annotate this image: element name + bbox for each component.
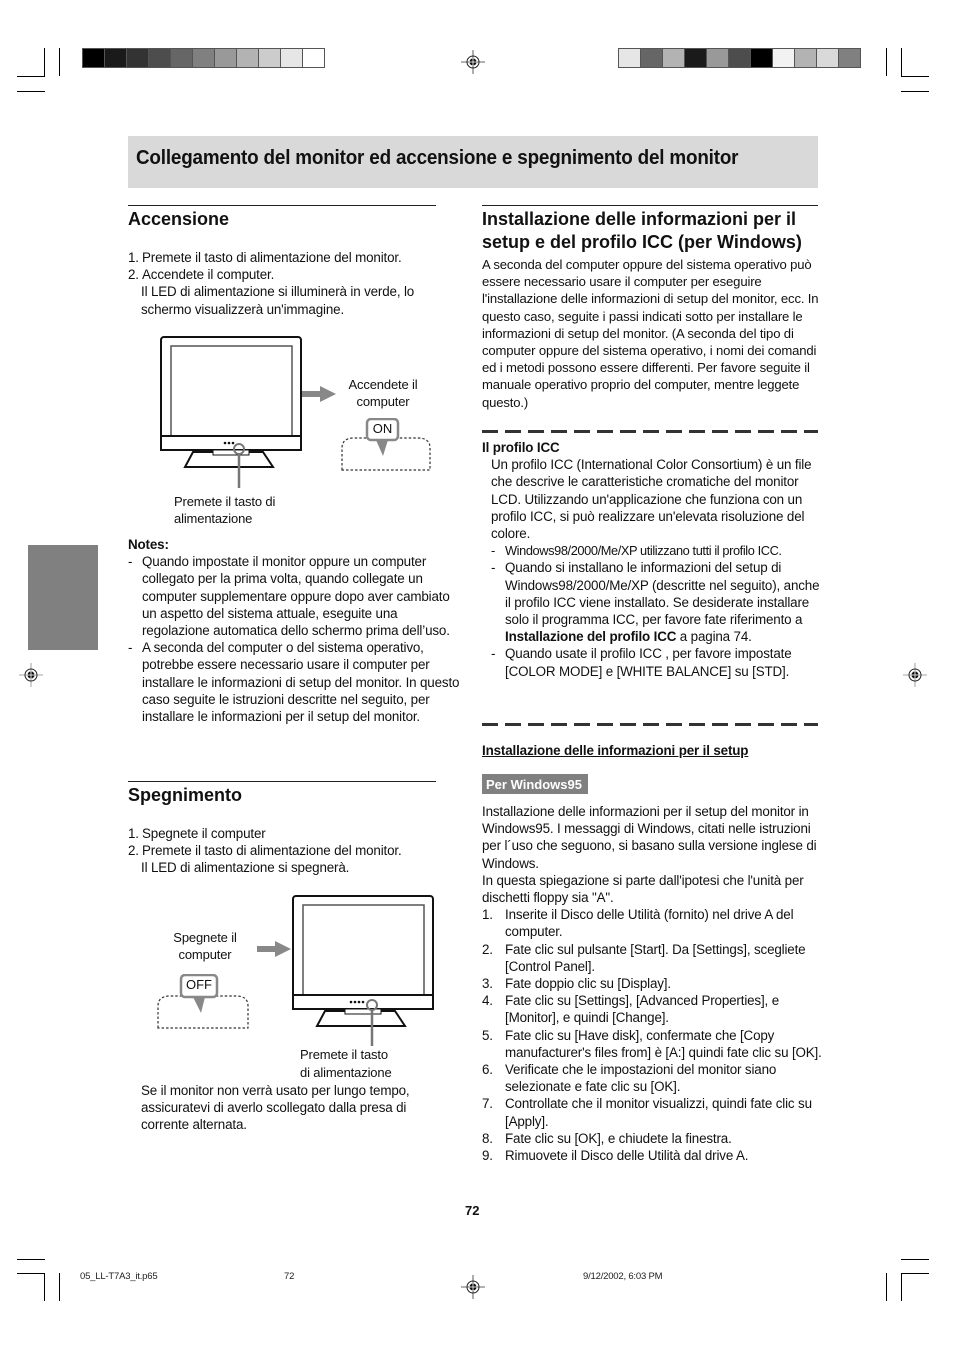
list-item: 7. Controllate che il monitor visualizzi, quindi fate clic su [Apply]. [482, 1096, 812, 1129]
setup-subheading: Installazione delle informazioni per il setup [482, 743, 749, 758]
power-button-callout-icon [230, 442, 248, 488]
list-item: - Quando si installano le informazioni del setup di Windows98/2000/Me/XP (descritte nel seguito), anche il profilo ICC viene installato. Se desiderate installare solo il programma ICC, per favore fate riferimento a Installazione del profilo ICC a pagina 74. [491, 560, 820, 645]
spegnimento-steps [128, 825, 448, 877]
list-item: 6. Verificate che le impostazioni del monitor siano selezionate e fate clic su [OK]. [482, 1062, 777, 1095]
crop-mark [17, 76, 45, 77]
gray-swatch [149, 49, 171, 67]
step-detail: Il LED di alimentazione si spegnerà. [141, 860, 350, 876]
gray-swatch [773, 49, 795, 67]
crop-mark [59, 1273, 60, 1301]
footer-filename: 05_LL-T7A3_it.p65 [80, 1271, 158, 1282]
list-item: 3. Fate doppio clic su [Display]. [482, 976, 671, 992]
figure-label-accendete: Accendete il computer [348, 377, 418, 409]
page-number: 72 [465, 1203, 480, 1218]
list-item: 4. Fate clic su [Settings], [Advanced Properties], e [Monitor], e quindi [Change]. [482, 993, 779, 1026]
title-band [128, 136, 818, 188]
icc-body: Un profilo ICC (International Color Consortium) è un file che descrive le caratteristiche cromatiche del monitor LCD. Utilizzando un'applicazione che funziona con un profilo ICC, si può realizzare un'elevata risoluzione del colore. [491, 457, 812, 542]
registration-mark-icon [903, 663, 927, 687]
section-rule [482, 205, 818, 206]
gray-swatch [259, 49, 281, 67]
list-item: - Windows98/2000/Me/XP utilizzano tutti il profilo ICC. [491, 543, 782, 559]
list-item: 1. Spegnete il computer [128, 826, 266, 841]
registration-mark-icon [461, 50, 485, 74]
chapter-side-tab [28, 545, 98, 650]
windows95-instructions: Installazione delle informazioni per il setup del monitor in Windows95. I messaggi di Windows, citati nelle istruzioni per l´uso che seguono, si basano sulla versione inglese di Windows. In questa spiegazione si parte dall'ipotesi che l'unità per dischetti floppy sia "A". 1. Inserite il Disco delle Utilità (fornito) nel drive A del computer. 2. Fate clic sul pulsante [Start]. Da [Settings], scegliete [Control Panel]. 3. Fate doppio clic su [Display]. 4. Fate clic su [Settings], [Advanced Properties], e [Monitor], e quindi [Change]. 5. Fate clic su [Have disk], confermate che [Copy manufacturer's files from] è [A:] quindi fate clic su [OK]. 6. Verificate che le impostazioni del monitor siano selezionate e fate clic su [OK]. 7. Controllate che il monitor visualizzi, quindi fate clic su [Apply]. 8. Fate clic su [OK], e chiudete la finestra. 9. Rimuovete il Disco delle Utilità dal drive A. [482, 804, 822, 1164]
step-detail: Il LED di alimentazione si illuminerà in verde, lo schermo visualizzerà un'immagine. [141, 284, 415, 317]
gray-swatch [281, 49, 303, 67]
crop-mark [901, 91, 929, 92]
crop-mark [17, 91, 45, 92]
gray-swatch [817, 49, 839, 67]
gray-swatch [105, 49, 127, 67]
registration-mark-icon [19, 663, 43, 687]
off-label: OFF [186, 977, 212, 992]
on-label: ON [372, 421, 393, 436]
crop-mark [17, 1259, 45, 1260]
gray-swatch [641, 49, 663, 67]
gray-swatch [303, 49, 324, 67]
arrow-right-icon [302, 386, 336, 402]
crop-mark [59, 48, 60, 76]
windows95-steps [482, 906, 822, 1164]
section-heading-accensione: Accensione [128, 209, 230, 229]
section-heading-installazione: Installazione delle informazioni per il setup e del profilo ICC (per Windows) [482, 209, 802, 252]
icc-title: Il profilo ICC [482, 440, 560, 455]
page-title: Collegamento del monitor ed accensione e spegnimento del monitor [136, 146, 739, 169]
crop-mark [901, 1273, 902, 1301]
footer-timestamp: 9/12/2002, 6:03 PM [583, 1271, 663, 1282]
crop-mark [44, 48, 45, 76]
color-calibration-bar-right [618, 48, 861, 68]
gray-swatch [215, 49, 237, 67]
cross-reference: Installazione del profilo ICC [505, 629, 677, 645]
list-item: - Quando impostate il monitor oppure un computer collegato per la prima volta, quando collegate un computer supplementare oppure dopo aver cambiato un aspetto del sistema attuale, eseguite una regolazione automatica dello schermo prima dell’uso. [128, 554, 450, 639]
figure-label-spegnete: Spegnete il computer [173, 930, 237, 962]
arrow-right-icon [257, 941, 291, 957]
figure-label-premete-off: Premete il tasto di alimentazione [300, 1047, 392, 1080]
gray-swatch [237, 49, 259, 67]
gray-swatch [751, 49, 773, 67]
gray-swatch [707, 49, 729, 67]
crop-mark [886, 1273, 887, 1301]
gray-swatch [839, 49, 860, 67]
crop-mark [17, 1273, 45, 1274]
list-item: 2. Fate clic sul pulsante [Start]. Da [Settings], scegliete [Control Panel]. [482, 941, 806, 974]
gray-swatch [729, 49, 751, 67]
list-item: 1. Inserite il Disco delle Utilità (fornito) nel drive A del computer. [482, 907, 794, 940]
notes-title: Notes: [128, 537, 169, 552]
list-item: - A seconda del computer o del sistema operativo, potrebbe essere necessario usare il computer per installare le informazioni di setup del monitor. In questo caso seguite le istruzioni descritte nel seguito, per installare le informazioni per il setup del monitor. [128, 640, 460, 725]
list-item: 8. Fate clic su [OK], e chiudete la finestra. [482, 1130, 732, 1146]
spegnimento-closing: Se il monitor non verrà usato per lungo tempo, assicuratevi di averlo scollegato dalla presa di corrente alternata. [141, 1083, 410, 1133]
list-item: 2. Accendete il computer. [128, 267, 275, 283]
notes-block [128, 536, 463, 725]
gray-swatch [685, 49, 707, 67]
icc-box [482, 439, 822, 680]
figure-label-premete: Premete il tasto di alimentazione [174, 494, 276, 526]
gray-swatch [619, 49, 641, 67]
accensione-steps [128, 249, 448, 318]
crop-mark [44, 1273, 45, 1301]
installazione-intro: A seconda del computer oppure del sistema operativo può essere necessario usare il computer per eseguire l'installazione delle informazioni di setup del monitor, ecc. In questo caso, seguite i passi indicati sotto per installare le informazioni di setup del monitor. (A seconda del tipo di computer oppure del sistema operativo, i nomi dei comandi ed i metodi possono essere differenti. Per favore seguite il manuale operativo proprio del computer, mentre leggete questo.) [482, 257, 819, 410]
list-item: 9. Rimuovete il Disco delle Utilità dal drive A. [482, 1148, 749, 1164]
section-rule [128, 205, 436, 206]
gray-swatch [795, 49, 817, 67]
section-heading-spegnimento: Spegnimento [128, 785, 243, 805]
power-button-callout-icon [363, 998, 381, 1046]
crop-mark [886, 48, 887, 76]
crop-mark [901, 1259, 929, 1260]
registration-mark-icon [461, 1275, 485, 1299]
list-item: - Quando usate il profilo ICC , per favore impostate [COLOR MODE] e [WHITE BALANCE] su [STD]. [491, 646, 792, 679]
crop-mark [901, 1273, 929, 1274]
gray-swatch [127, 49, 149, 67]
dashed-divider [482, 430, 818, 433]
list-item: 2. Premete il tasto di alimentazione del monitor. [128, 843, 402, 859]
gray-swatch [193, 49, 215, 67]
gray-swatch [663, 49, 685, 67]
color-calibration-bar-left [82, 48, 325, 68]
dashed-divider [482, 723, 818, 726]
list-item: 5. Fate clic su [Have disk], confermate che [Copy manufacturer's files from] è [A:] quindi fate clic su [OK]. [482, 1027, 822, 1060]
section-rule [128, 781, 436, 782]
gray-swatch [83, 49, 105, 67]
list-item: 1. Premete il tasto di alimentazione del monitor. [128, 250, 402, 265]
crop-mark [901, 48, 902, 76]
gray-swatch [171, 49, 193, 67]
crop-mark [901, 76, 929, 77]
windows95-label: Per Windows95 [482, 774, 588, 794]
footer-page: 72 [284, 1271, 295, 1282]
